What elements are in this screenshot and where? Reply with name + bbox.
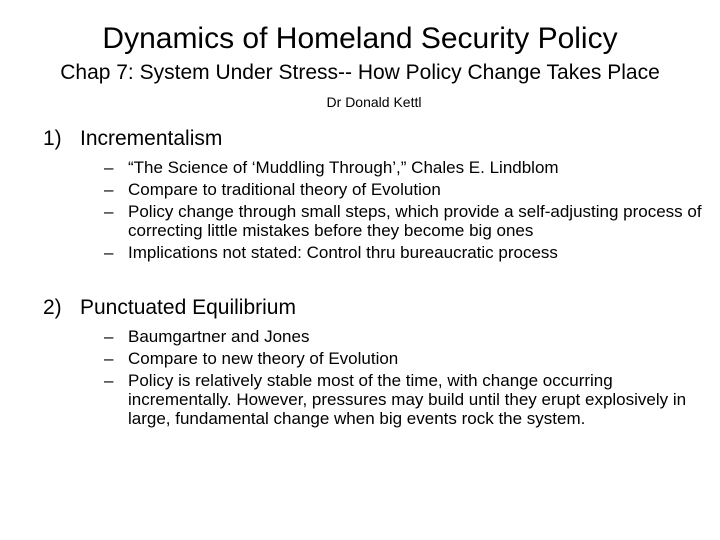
section-number: 2) [43, 296, 62, 319]
dash-bullet: – [104, 327, 114, 346]
bullet-list [104, 327, 704, 428]
section-title: Punctuated Equilibrium [80, 296, 296, 319]
dash-bullet: – [104, 349, 114, 368]
dash-bullet: – [104, 243, 114, 262]
list-item [104, 243, 704, 262]
list-item [104, 202, 704, 240]
list-item-text: Compare to new theory of Evolution [128, 349, 399, 368]
section-number: 1) [43, 127, 62, 150]
list-item-text: “The Science of ‘Muddling Through’,” Chales E. Lindblom [128, 158, 559, 177]
dash-bullet: – [104, 202, 114, 221]
list-item [104, 349, 704, 368]
list-item-text: Implications not stated: Control thru bureaucratic process [128, 243, 558, 262]
section-title: Incrementalism [80, 127, 223, 150]
section-incrementalism [43, 126, 703, 265]
section-heading [43, 126, 703, 152]
list-item [104, 158, 704, 177]
dash-bullet: – [104, 158, 114, 177]
bullet-list [104, 158, 704, 262]
section-punctuated-equilibrium [43, 295, 703, 431]
section-heading [43, 295, 703, 321]
list-item [104, 371, 704, 428]
list-item-text: Policy is relatively stable most of the time, with change occurring incrementally. However, pressures may build until they erupt explosively in large, fundamental change when big events rock the system. [128, 371, 687, 428]
slide-author: Dr Donald Kettl [326, 94, 422, 110]
list-item [104, 327, 704, 346]
list-item-text: Policy change through small steps, which provide a self-adjusting process of correcting little mistakes before they become big ones [128, 202, 702, 240]
slide-title: Dynamics of Homeland Security Policy [102, 22, 618, 55]
list-item-text: Baumgartner and Jones [128, 327, 310, 346]
list-item [104, 180, 704, 199]
dash-bullet: – [104, 371, 114, 390]
slide-subtitle: Chap 7: System Under Stress-- How Policy Change Takes Place [60, 61, 660, 84]
list-item-text: Compare to traditional theory of Evolution [128, 180, 441, 199]
dash-bullet: – [104, 180, 114, 199]
